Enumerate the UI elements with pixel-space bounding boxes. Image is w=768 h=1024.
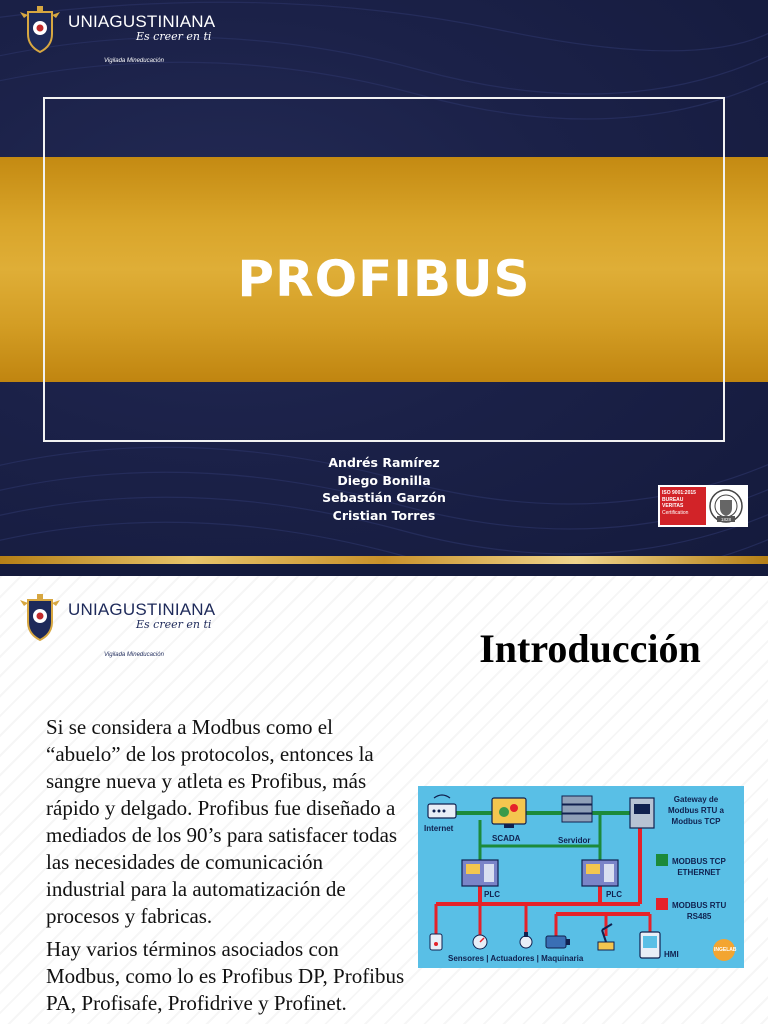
- robot-arm-icon: [598, 924, 614, 950]
- label-devices: Sensores | Actuadores | Maquinaria: [448, 954, 584, 963]
- iso-line: Certification: [662, 509, 689, 516]
- legend-ethernet: [672, 856, 726, 878]
- slide-title: PROFIBUS: [237, 250, 531, 308]
- iso-label: [660, 487, 706, 525]
- iso-certification-badge: [658, 485, 748, 527]
- iso-line: ISO 9001:2015: [662, 490, 696, 496]
- scada-monitor-icon: [492, 798, 526, 828]
- router-icon: [428, 795, 456, 818]
- label-plc: PLC: [606, 890, 622, 899]
- bureau-veritas-seal-icon: [706, 487, 746, 525]
- legend-line: RS485: [686, 912, 712, 921]
- gauge-icon: [473, 935, 487, 949]
- legend-red-swatch: [656, 898, 668, 910]
- vigilada-text: Vigilada Mineducación: [104, 652, 164, 658]
- label-scada: SCADA: [492, 834, 521, 843]
- gateway-line: Gateway de: [673, 795, 719, 804]
- motor-icon: [546, 936, 570, 948]
- intro-slide: [0, 576, 768, 1024]
- university-logo: [18, 592, 216, 658]
- sensor-icon: [430, 934, 442, 950]
- iso-line: BUREAU VERITAS: [662, 496, 684, 509]
- authors-list: [284, 454, 484, 524]
- network-diagram: [418, 786, 744, 968]
- brand-tagline: Es creer en ti: [136, 618, 212, 631]
- author: Andrés Ramírez: [328, 455, 440, 470]
- legend-rs485: [672, 900, 726, 922]
- plc-icon: [582, 860, 618, 886]
- legend-line: ETHERNET: [677, 868, 721, 877]
- legend-line: MODBUS RTU: [672, 901, 727, 910]
- label-servidor: Servidor: [558, 836, 591, 845]
- crest-icon: [18, 592, 62, 642]
- crest-icon: [18, 4, 62, 54]
- vigilada-text: Vigilada Mineducación: [104, 58, 164, 64]
- author: Diego Bonilla: [337, 472, 431, 488]
- label-plc: PLC: [484, 890, 500, 899]
- label-hmi: HMI: [664, 950, 679, 959]
- label-gateway: [668, 794, 724, 827]
- author: Cristian Torres: [332, 507, 436, 523]
- paragraph: Hay varios términos asociados con Modbus, como lo es Profibus DP, Profibus PA, Profisafe, Profidrive y Profinet.: [46, 937, 405, 1015]
- label-internet: Internet: [424, 824, 454, 833]
- gateway-line: Modbus TCP: [671, 817, 721, 826]
- legend-green-swatch: [656, 854, 668, 866]
- server-icon: [562, 796, 592, 822]
- author: Sebastián Garzón: [322, 490, 446, 505]
- gold-stripe: [0, 556, 768, 564]
- slide-title: Introducción: [479, 626, 701, 671]
- gateway-icon: [630, 798, 654, 828]
- paragraph: Si se considera a Modbus como el “abuelo” de los protocolos, entonces la sangre nueva y atleta es Profibus, más rápido y delgado. Profibus fue diseñado a mediados de los 90’s para satisfacer todas las necesidades de comunicación industrial para la automatización de procesos y fabricas.: [46, 715, 398, 928]
- brand-name: UNIAGUSTINIANA: [68, 12, 216, 31]
- gateway-line: Modbus RTU a: [668, 806, 724, 815]
- university-logo: [18, 4, 216, 64]
- seal-year: 1828: [720, 517, 732, 522]
- slide-footer: [0, 564, 768, 576]
- valve-icon: [520, 932, 532, 948]
- legend-line: MODBUS TCP: [672, 857, 726, 866]
- hmi-icon: [640, 932, 660, 958]
- plc-icon: [462, 860, 498, 886]
- badge-label: INGELAB: [714, 947, 737, 953]
- brand-tagline: Es creer en ti: [136, 30, 212, 43]
- brand-name: UNIAGUSTINIANA: [68, 600, 216, 619]
- body-text: [46, 714, 406, 1017]
